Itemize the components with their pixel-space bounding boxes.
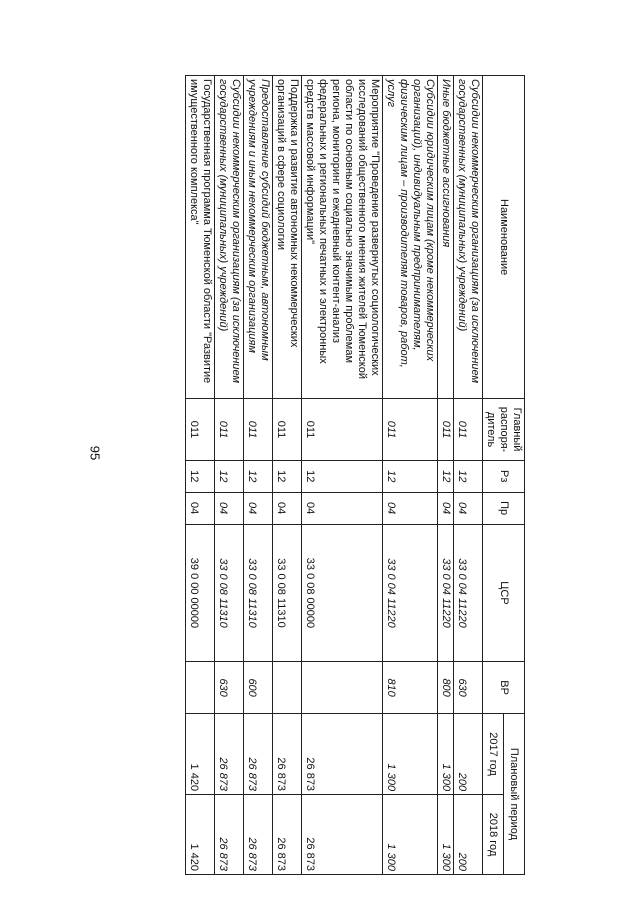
cell-vr: 810 [383,662,438,714]
cell-rz: 12 [244,460,273,492]
cell-y2017: 26 873 [244,713,273,794]
cell-name: Поддержка и развитие автономных некоммерческих организаций в сфере социологии [273,76,302,399]
table-header [483,76,525,875]
cell-y2018: 26 873 [302,795,383,875]
cell-csr: 39 0 00 00000 [186,524,215,662]
cell-admin: 011 [302,399,383,460]
cell-pr: 04 [302,492,383,524]
cell-vr: 600 [244,662,273,714]
cell-y2018: 26 873 [273,795,302,875]
cell-csr: 33 0 08 11310 [244,524,273,662]
cell-admin: 011 [383,399,438,460]
cell-rz: 12 [454,460,483,492]
cell-pr: 04 [454,492,483,524]
cell-y2017: 26 873 [273,713,302,794]
cell-vr: 630 [454,662,483,714]
cell-y2018: 1 420 [186,795,215,875]
cell-vr [186,662,215,714]
cell-name: Субсидии некоммерческим организациям (за исключением государственных (муниципальных) учреждений) [215,76,244,399]
cell-csr: 33 0 04 11220 [383,524,438,662]
cell-csr: 33 0 08 11310 [215,524,244,662]
cell-admin: 011 [454,399,483,460]
cell-y2017: 26 873 [215,713,244,794]
cell-pr: 04 [273,492,302,524]
cell-y2017: 1 300 [438,713,454,794]
cell-rz: 12 [383,460,438,492]
header-period: Плановый период [504,713,525,874]
cell-csr: 33 0 04 11220 [454,524,483,662]
header-2017: 2017 год [483,713,504,794]
cell-name: Субсидии некоммерческим организациям (за исключением государственных (муниципальных) учреждений) [454,76,483,399]
table-body [186,76,483,875]
header-pr: Пр [483,492,525,524]
cell-name: Субсидии юридическим лицам (кроме некоммерческих организаций), индивидуальным предпринимателям, физическим лицам – производителям товаров, работ, услуг [383,76,438,399]
header-2018: 2018 год [483,795,504,875]
cell-pr: 04 [186,492,215,524]
cell-csr: 33 0 04 11220 [438,524,454,662]
cell-admin: 011 [438,399,454,460]
table-row [244,76,273,875]
table-row [454,76,483,875]
budget-table [185,75,525,875]
cell-csr: 33 0 08 00000 [302,524,383,662]
cell-name: Иные бюджетные ассигнования [438,76,454,399]
cell-rz: 12 [438,460,454,492]
cell-admin: 011 [273,399,302,460]
header-name: Наименование [483,76,525,399]
cell-vr [273,662,302,714]
header-rz: Рз [483,460,525,492]
cell-rz: 12 [302,460,383,492]
cell-vr: 800 [438,662,454,714]
cell-pr: 04 [244,492,273,524]
table-row [273,76,302,875]
header-admin: Главный распоря-дитель [483,399,525,460]
table-row [383,76,438,875]
cell-rz: 12 [186,460,215,492]
header-vr: ВР [483,662,525,714]
cell-y2017: 1 420 [186,713,215,794]
cell-y2018: 26 873 [215,795,244,875]
cell-vr: 630 [215,662,244,714]
cell-rz: 12 [273,460,302,492]
cell-admin: 011 [186,399,215,460]
cell-pr: 04 [215,492,244,524]
cell-rz: 12 [215,460,244,492]
cell-admin: 011 [244,399,273,460]
page-number: 95 [87,445,103,461]
cell-y2017: 1 300 [383,713,438,794]
cell-pr: 04 [438,492,454,524]
cell-y2018: 26 873 [244,795,273,875]
cell-csr: 33 0 08 11310 [273,524,302,662]
table-row [215,76,244,875]
cell-y2017: 200 [454,713,483,794]
cell-y2018: 200 [454,795,483,875]
cell-name: Государственная программа Тюменской области "Развитие имущественного комплекса" [186,76,215,399]
cell-admin: 011 [215,399,244,460]
cell-y2018: 1 300 [438,795,454,875]
cell-name: Мероприятие "Проведение развернутых социологических исследований общественного мнения жителей Тюменской области по основным социально значимым проблемам региона, мониторинг и ежедневный контент-анализ федеральных и региональных печатных и электронных средств массовой информации" [302,76,383,399]
table-row [302,76,383,875]
table-row [186,76,215,875]
cell-y2018: 1 300 [383,795,438,875]
rotated-table-container [95,75,525,875]
cell-name: Предоставление субсидий бюджетным, автономным учреждениям и иным некоммерческим организациям [244,76,273,399]
table-row [438,76,454,875]
cell-vr [302,662,383,714]
cell-y2017: 26 873 [302,713,383,794]
header-csr: ЦСР [483,524,525,662]
cell-pr: 04 [383,492,438,524]
